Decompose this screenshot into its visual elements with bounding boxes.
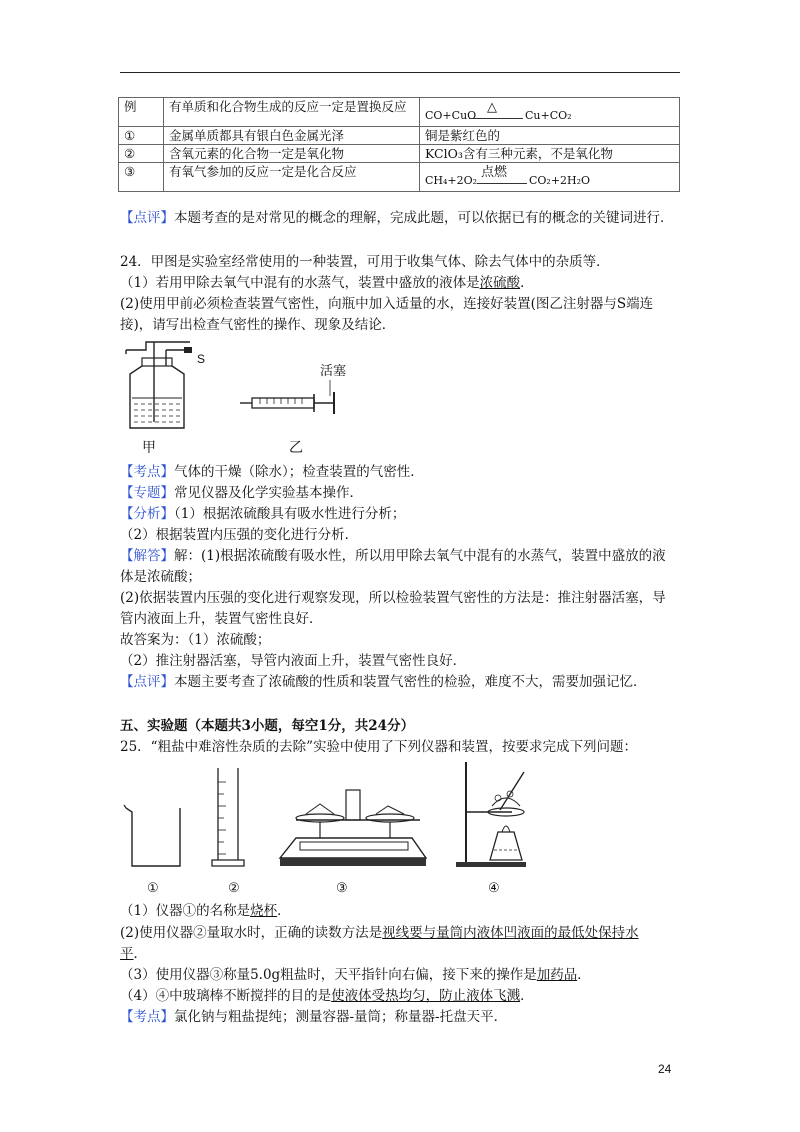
balance-figure xyxy=(280,790,426,866)
q24-zhuanti: 【专题】常见仪器及化学实验基本操作． xyxy=(120,485,363,501)
row-statement: 含氧元素的化合物一定是氧化物 xyxy=(164,145,420,163)
q24-kaodian: 【考点】气体的干燥（除水）；检查装置的气密性． xyxy=(120,464,424,480)
reaction-equation: CH₄+2O₂ 点燃 CO₂+2H₂O xyxy=(425,165,591,187)
q24-fenxi-2: （2）根据装置内压强的变化进行分析． xyxy=(120,527,359,543)
q24-jieda-4: 管内液面上升，装置气密性良好． xyxy=(120,611,323,627)
q24-review: 【点评】本题主要考查了浓硫酸的性质和装置气密性的检验，难度不大，需要加强记忆． xyxy=(120,674,647,690)
table-row xyxy=(119,127,680,145)
row-counter xyxy=(420,98,680,127)
q25-part3: （3）使用仪器③称量5.0g粗盐时，天平指针向右偏，接下来的操作是加药品． xyxy=(120,967,591,983)
syringe-figure xyxy=(240,378,350,416)
row-counter xyxy=(420,163,680,192)
gas-washing-bottle-figure xyxy=(120,336,200,432)
s-port-label: S xyxy=(197,352,206,366)
row-counter: 铜是紫红色的 xyxy=(420,127,680,145)
q24-fenxi: 【分析】（1）根据浓硫酸具有吸水性进行分析； xyxy=(120,506,406,522)
row-index: 例 xyxy=(119,98,164,127)
instrument-label-2: ② xyxy=(228,880,240,895)
evaporation-setup-figure xyxy=(456,762,526,867)
answer-blank: 平 xyxy=(120,946,134,962)
q25-part2: (2)使用仪器②量取水时，正确的读数方法是视线要与量筒内液体凹液面的最低处保持水 xyxy=(120,925,639,941)
q24-answer-2: （2）推注射器活塞，导管内液面上升，装置气密性良好． xyxy=(120,653,467,669)
q24-part2-line2: 接)，请写出检查气密性的操作、现象及结论． xyxy=(120,317,396,333)
row-index: ② xyxy=(119,145,164,163)
reaction-condition: 点燃 xyxy=(481,165,508,180)
row-index: ① xyxy=(119,127,164,145)
q25-part1: （1）仪器①的名称是烧杯． xyxy=(120,903,291,919)
instrument-label-4: ④ xyxy=(488,880,500,895)
q24-jieda: 【解答】解：(1)根据浓硫酸有吸水性，所以用甲除去氧气中混有的水蒸气，装置中盛放的液 xyxy=(120,548,666,564)
table-row xyxy=(119,145,680,163)
beaker-figure xyxy=(124,805,180,866)
review-1: 【点评】本题考查的是对常见的概念的理解，完成此题，可以依据已有的概念的关键词进行． xyxy=(120,210,674,226)
instrument-figures xyxy=(120,760,540,878)
section-heading: 五、实验题（本题共3小题，每空1分，共24分） xyxy=(120,718,415,734)
figure-yi-label: 乙 xyxy=(289,439,303,455)
instrument-label-3: ③ xyxy=(336,880,348,895)
q24-part2-line1: (2)使用甲前必须检查装置气密性，向瓶中加入适量的水，连接好装置(图乙注射器与S端连 xyxy=(120,296,654,312)
row-counter: KClO₃含有三种元素，不是氧化物 xyxy=(420,145,680,163)
row-index: ③ xyxy=(119,163,164,192)
instrument-label-1: ① xyxy=(147,880,159,895)
table-row xyxy=(119,163,680,192)
q25-kaodian: 【考点】氯化钠与粗盐提纯；测量容器-量筒；称量器-托盘天平． xyxy=(120,1009,508,1025)
reaction-condition: △ xyxy=(487,100,497,115)
q25-part2-cont: 平． xyxy=(120,946,147,962)
q24-jieda-2: 体是浓硫酸； xyxy=(120,569,201,585)
answer-blank: 加药品 xyxy=(536,967,578,983)
concept-table xyxy=(118,97,680,192)
table-row xyxy=(119,98,680,127)
q25-part4: （4）④中玻璃棒不断搅拌的目的是使液体受热均匀，防止液体飞溅． xyxy=(120,988,534,1004)
plunger-label: 活塞 xyxy=(320,363,347,378)
row-statement: 有单质和化合物生成的反应一定是置换反应 xyxy=(164,98,420,127)
page-number: 24 xyxy=(658,1062,672,1076)
q24-part1: （1）若用甲除去氧气中混有的水蒸气，装置中盛放的液体是浓硫酸． xyxy=(120,275,534,291)
row-statement: 金属单质都具有银白色金属光泽 xyxy=(164,127,420,145)
q24-jieda-3: (2)依据装置内压强的变化进行观察发现，所以检验装置气密性的方法是：推注射器活塞，导 xyxy=(120,590,666,606)
answer-blank: 使液体受热均匀，防止液体飞溅 xyxy=(331,988,521,1004)
q24-stem: 24．甲图是实验室经常使用的一种装置，可用于收集气体、除去气体中的杂质等． xyxy=(120,254,610,270)
answer-blank: 烧杯 xyxy=(250,903,278,919)
row-statement: 有氧气参加的反应一定是化合反应 xyxy=(164,163,420,192)
answer-blank: 视线要与量筒内液体凹液面的最低处保持水 xyxy=(382,925,639,941)
figure-jia-label: 甲 xyxy=(142,439,156,455)
q25-stem: 25．“粗盐中难溶性杂质的去除”实验中使用了下列仪器和装置，按要求完成下列问题： xyxy=(120,739,637,755)
reaction-equation: CO+CuO △ Cu+CO₂ xyxy=(425,100,572,122)
q24-answer-head: 故答案为：（1）浓硫酸； xyxy=(120,632,271,648)
answer-blank: 浓硫酸 xyxy=(479,275,521,291)
graduated-cylinder-figure xyxy=(212,768,244,866)
header-rule xyxy=(120,72,680,73)
